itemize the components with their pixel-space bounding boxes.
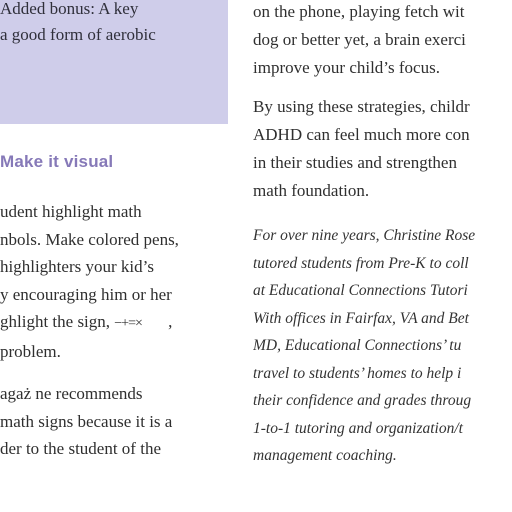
text-line-with-symbols (0, 308, 232, 338)
section-heading: Make it visual (0, 152, 114, 171)
callout-box (0, 0, 228, 124)
text-fragment: , (168, 312, 173, 331)
bio-line: travel to students’ homes to help i (253, 364, 462, 382)
bio-line: 1-to-1 tutoring and organization/t (253, 419, 463, 437)
text-line: highlighters your kid’s (0, 257, 154, 276)
text-fragment: ghlight the sign, (0, 312, 111, 331)
text-line: ADHD can feel much more con (253, 125, 470, 144)
callout-text (0, 0, 228, 48)
text-line: problem. (0, 341, 61, 361)
right-paragraph-2 (253, 93, 512, 205)
bio-line: For over nine years, Christine Rose (253, 227, 476, 244)
bio-line: management coaching. (253, 447, 397, 464)
text-line: udent highlight math (0, 202, 142, 221)
bio-line: MD, Educational Connections’ tu (253, 337, 462, 354)
text-line: math signs because it is a (0, 411, 173, 431)
callout-line: a good form of aerobic (0, 25, 156, 44)
text-line: in their studies and strengthen (253, 153, 457, 172)
callout-line: Added bonus: A key (0, 0, 139, 18)
author-bio (253, 222, 512, 470)
text-line: improve your child’s focus. (253, 58, 440, 77)
bio-line: their confidence and grades throug (253, 392, 472, 409)
bio-line: With offices in Fairfax, VA and Bet (253, 309, 469, 327)
text-line: on the phone, playing fetch wit (253, 2, 465, 21)
text-line: y encouraging him or her (0, 284, 172, 304)
text-line: dog or better yet, a brain exerci (253, 30, 466, 49)
text-line: nbols. Make colored pens, (0, 229, 179, 249)
text-line: der to the student of the (0, 439, 161, 458)
right-paragraph-1 (253, 0, 512, 82)
math-symbols: −+=× (114, 316, 142, 331)
left-paragraph-2 (0, 380, 232, 463)
text-line: By using these strategies, childr (253, 97, 470, 116)
bio-line: at Educational Connections Tutori (253, 282, 468, 299)
text-line: agaż ne recommends (0, 384, 143, 403)
text-line: math foundation. (253, 181, 370, 200)
left-paragraph-1 (0, 198, 232, 365)
bio-line: tutored students from Pre-K to coll (253, 254, 469, 272)
